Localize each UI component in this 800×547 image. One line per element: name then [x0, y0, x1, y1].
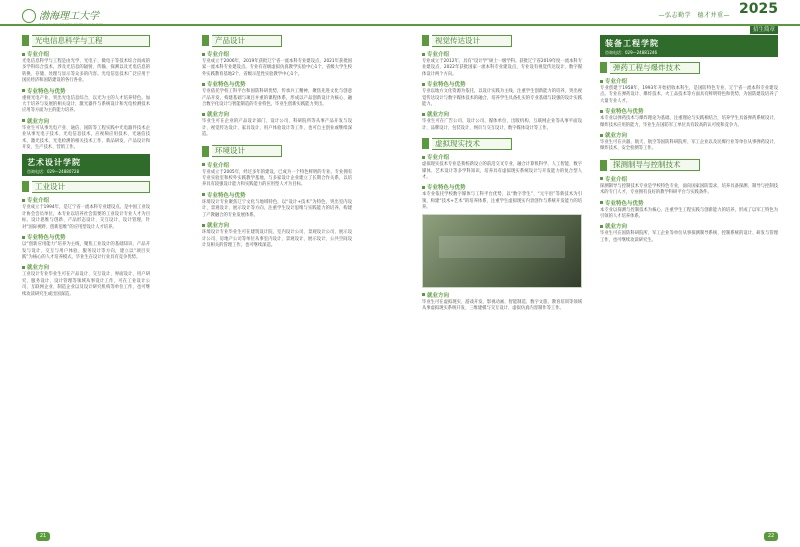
- subheading: 就业方向: [22, 117, 150, 125]
- section-header: [202, 34, 352, 47]
- section-title: 环境设计: [212, 145, 282, 157]
- section-title: 弹药工程与爆炸技术: [610, 62, 700, 74]
- logo-text: 渤海理工大学: [39, 11, 99, 22]
- year: 2025: [739, 1, 778, 17]
- paragraph: 以“创新应用能力”培养为主线，聚焦工业设计的基础知识、产品开发与设计、交互与用户体验、服务设计等方向，建立以“项目实践”为核心的人才培养模式，毕业生在设计行业具有竞争优势。: [22, 242, 150, 260]
- subheading: 专业特色与优势: [422, 80, 582, 88]
- section-title: 虚拟现实技术: [432, 138, 512, 150]
- paragraph: 工业设计专业毕业生可在产品设计、交互设计、界面设计、用户研究、服务设计、设计管理等领域从事设计工作，可在工业设计公司、互联网企业、制造企业以及设计研究机构等单位工作，也可继续攻读研究生或出国深造。: [22, 272, 150, 297]
- subheading: 就业方向: [600, 222, 778, 230]
- subheading: 专业特色与优势: [22, 233, 150, 241]
- paragraph: 本专业以探测与控制技术为核心，注重学生工程实践与创新能力的培养，形成了以军工特色为引领的人才培养体系。: [600, 207, 778, 220]
- section-header: [422, 34, 582, 47]
- paragraph: 虚拟现实技术专业是我校新设立的前沿交叉专业，融合计算机科学、人工智能、数字媒体、艺术设计等多学科知识，培养具有虚拟现实系统设计与开发能力的复合型人才。: [422, 162, 582, 181]
- paragraph: 专业成立于1994年，是辽宁省一流本科专业建设点。是中国工业设计协会会员单位，本专业以培养社会需要的工业设计专业人才为目标，设计思维与创新、产品形态设计、交互设计、设计管理，针对“国际视野、创新思维”的应用型设计人才培养。: [22, 205, 150, 230]
- paragraph: 本专业以弹药技术与爆炸理论为基础，注重理论与实践相结合，培养学生具备弹药系统设计、爆炸技术应用的能力，毕业生在国防军工单位具有较高的认可度和竞争力。: [600, 116, 778, 128]
- lab-photo: [422, 214, 582, 288]
- column-3: [422, 34, 582, 315]
- subheading: 专业介绍: [600, 77, 778, 85]
- section-title: 视觉传达设计: [432, 35, 512, 47]
- subheading: 专业介绍: [22, 196, 150, 204]
- header-line: [400, 24, 800, 26]
- paragraph: 重视光电产业，突出光电信息综合，以光为主的人才培养特色。加大于培养与发展的相关设计，激光器件与系统设计和光电检测技术应用等方面为主的能力培养。: [22, 95, 150, 114]
- right-page: [400, 0, 800, 547]
- subheading: 专业介绍: [202, 50, 352, 58]
- paragraph: 毕业生可在虚拟现实、游戏开发、影视动画、智能制造、数字文旅、教育培训等领域从事虚拟现实系统开发、三维建模与交互设计、虚拟仿真内容制作等工作。: [422, 299, 582, 312]
- section-header: [600, 159, 778, 172]
- department-phone: 咨询电话：029—24880728: [27, 169, 79, 175]
- subheading: 专业介绍: [600, 175, 778, 183]
- subheading: 专业特色与优势: [202, 191, 352, 199]
- page-number: 22: [764, 532, 778, 541]
- subheading: 就业方向: [422, 291, 582, 299]
- subheading: 专业特色与优势: [600, 199, 778, 207]
- subheading: 专业介绍: [422, 153, 582, 161]
- paragraph: 专业成立于2006年，2019年获批辽宁省一流本科专业建设点，2021年获批国家一流本科专业建设点。专业有省级虚拟仿真教学实验中心1个，省级大学生校外实践教育基地2个，省级示范性实验教学中心1个。: [202, 59, 352, 77]
- guide-label: 招生简章: [750, 24, 778, 34]
- department-name: 艺术设计学院: [27, 158, 81, 168]
- subheading: 专业介绍: [422, 50, 582, 58]
- section-header: [202, 145, 352, 158]
- section-header: [22, 180, 150, 193]
- department-banner: [600, 35, 778, 57]
- section-title: 产品设计: [212, 35, 282, 47]
- paragraph: 专业以地方文化资源为依托，以设计实践为主线，注重学生创新能力的培养，突出视觉传达设计与数字媒体技术的融合，培养学生具备扎实的专业基础与较强的设计实践能力。: [422, 89, 582, 108]
- paragraph: 毕业生可在广告公司、设计公司、媒体单位、出版机构、互联网企业等从事平面设计、品牌设计、包装设计、网页与交互设计、数字媒体设计等工作。: [422, 119, 582, 131]
- paragraph: 毕业生可在兵器、航天、航空等国防科研院所、军工企业以及民爆行业等单位从事弹药设计、爆炸技术、安全检测等工作。: [600, 140, 778, 152]
- paragraph: 环境设计专业毕业生可在建筑设计院、室内设计公司、景观设计公司、展示设计公司、房地产公司等单位从事室内设计、景观设计、展示设计、公共空间设计及相关的管理工作，也可继续深造。: [202, 230, 352, 248]
- column-4: [600, 32, 778, 246]
- paragraph: 探测制导与控制技术专业是学校特色专业，面向国家国防需求，培养具备探测、制导与控制技术的专门人才，专业拥有良好的教学科研平台与实践条件。: [600, 183, 778, 196]
- column-2: [202, 34, 352, 251]
- department-banner: [22, 154, 150, 176]
- subheading: 专业特色与优势: [22, 87, 150, 95]
- university-seal-icon: [22, 9, 36, 23]
- subheading: 专业特色与优势: [202, 80, 352, 88]
- paragraph: 专业成立于2012年，具有“设计学”硕士一级学科。获批辽宁省2019年度一流本科专业建设点，2022年获批国家一流本科专业建设点，专业设有视觉传达设计、数字媒体设计两个方向。: [422, 59, 582, 77]
- department-phone: 咨询电话：029—24881246: [605, 50, 657, 55]
- header-line: [0, 24, 400, 26]
- paragraph: 专业依托学校工科平台和国防科研优势，传承兵工精神，聚焦先进文化与创意产品开发，构建基础与项目并重的课程体系，形成以产品创新设计为核心、融合数字化设计与智能制造的专业特色，毕业生创新实践能力突出。: [202, 89, 352, 108]
- page-number: 21: [36, 532, 50, 541]
- subheading: 就业方向: [422, 110, 582, 118]
- year-box: [739, 2, 778, 35]
- subheading: 专业特色与优势: [422, 183, 582, 191]
- paragraph: 环境设计专业聚焦辽宁文化与地域特色，以“设计+技术”为特色，突出室内设计、景观设计、展示设计等方向，注重学生设计思维与实践能力的培养，构建了产教融合的专业发展体系。: [202, 199, 352, 218]
- column-1: [22, 34, 150, 300]
- section-header: [22, 34, 150, 47]
- section-header: [422, 137, 582, 150]
- paragraph: 毕业生可在企业的产品设计部门、设计公司、科研院所等从事产品开发与设计、视觉传达设计、家具设计、用户体验设计等工作，也可自主创业或继续深造。: [202, 119, 352, 138]
- subheading: 专业介绍: [202, 161, 352, 169]
- section-header: [600, 61, 778, 74]
- slogan: —弘志勤学 德才并重—: [658, 12, 730, 19]
- subheading: 就业方向: [600, 131, 778, 139]
- paragraph: 本专业依托学校数字媒体与工科平台优势，以“数字孪生”、“元宇宙”等新技术为引领，构建“技术+艺术”的培养体系，注重学生虚拟现实内容创作与系统开发能力的培养。: [422, 192, 582, 211]
- paragraph: 专业创建于1958年，1993年开始招收本科生，是国防特色专业、辽宁省一流本科专业建设点。专业在弹药设计、爆炸技术、火工品技术等方面具有鲜明特色和优势，为国防建设培养了大量专业人才。: [600, 86, 778, 104]
- subheading: 就业方向: [22, 263, 150, 271]
- section-title: 光电信息科学与工程: [32, 35, 150, 47]
- paragraph: 毕业生可从事光电产业、通信、国防等工程实践中光电器件技术企业从事光电子技术、光电信息技术，应视频应用技术、光通信技术、激光技术、光电检测的相关技术工作、新品研发、产品设计和开发、生产技术、营销工作。: [22, 125, 150, 151]
- subheading: 专业特色与优势: [600, 107, 778, 115]
- subheading: 专业介绍: [22, 50, 150, 58]
- paragraph: 专业成立于2005年，经过多年的建设，已成为一个特色鲜明的专业。专业拥有专业实验室和校外实践教学基地，与多家设计企业建立了长期合作关系，以培养具有较强设计能力和实践能力的应用型人才为目标。: [202, 169, 352, 188]
- section-title: 探测制导与控制技术: [610, 159, 700, 171]
- section-title: 工业设计: [32, 181, 150, 193]
- department-name: 装备工程学院: [605, 39, 659, 48]
- paragraph: 光电信息科学与工程是由光学、光电子、微电子等技术综合而成的多学科综合技术，涉及光信息的辐射、传输、探测以及光电信息的转换、存储、处理与显示等众多的内容。光电信息技术广泛应用于国民经济和国防建设的各行各业。: [22, 59, 150, 84]
- subheading: 就业方向: [202, 221, 352, 229]
- paragraph: 毕业生可在国防科研院所、军工企业等单位从事探测制导系统、控制系统的设计、研发与管理工作，也可继续攻读研究生。: [600, 231, 778, 243]
- subheading: 就业方向: [202, 110, 352, 118]
